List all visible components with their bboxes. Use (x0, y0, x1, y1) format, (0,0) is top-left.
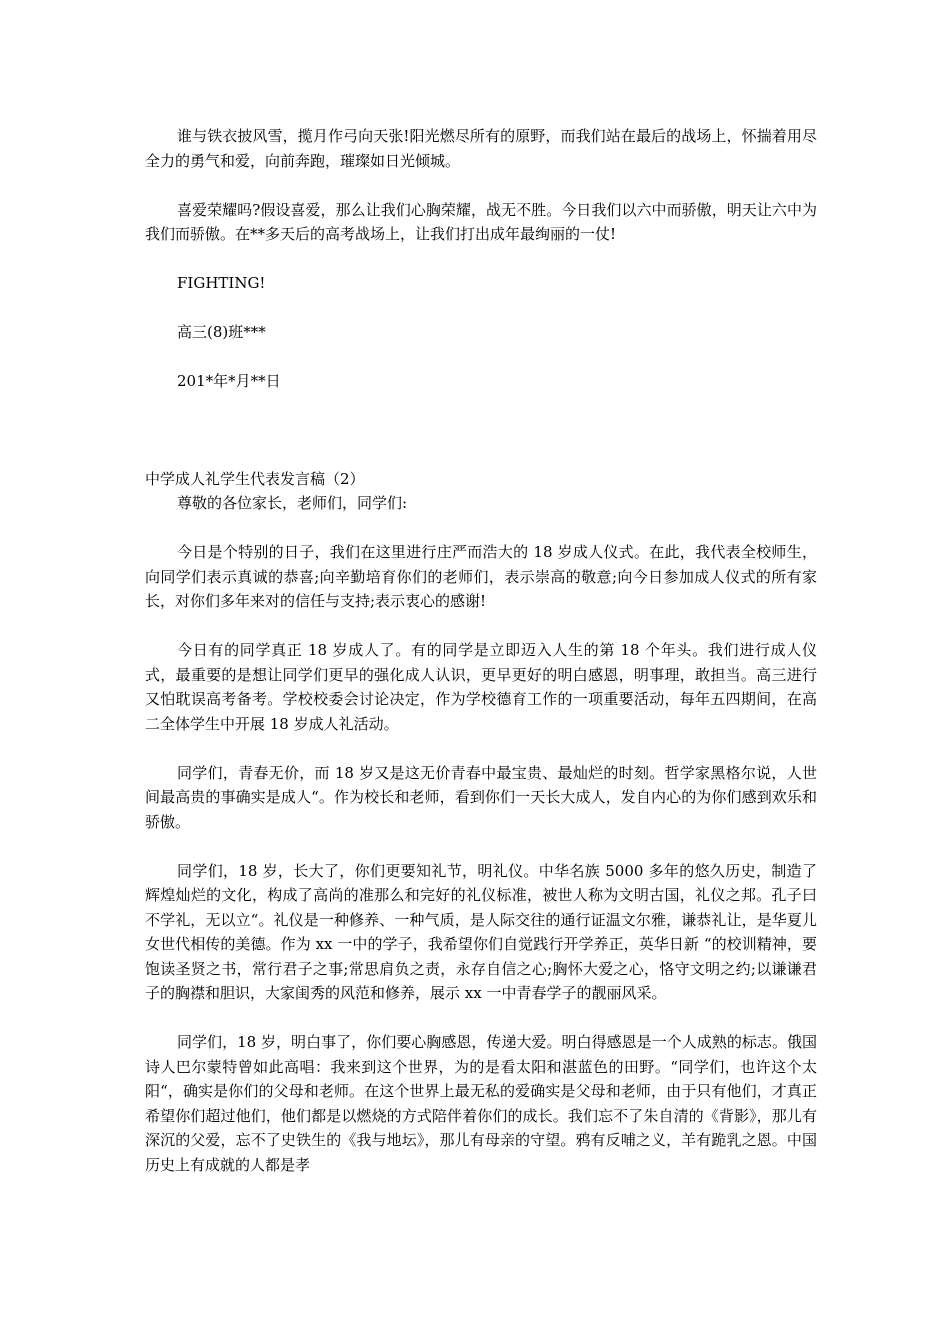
signature-class: 高三(8)班*** (177, 323, 266, 341)
paragraph-fighting: FIGHTING! (177, 274, 266, 292)
paragraph-closing-1: 谁与铁衣披风雪，揽月作弓向天张!阳光燃尽所有的原野，而我们站在最后的战场上，怀揣着用尽全力的勇气和爱，向前奔跑，璀璨如日光倾城。 (145, 127, 817, 170)
signature-date: 201*年*月**日 (177, 372, 281, 390)
document-page (145, 124, 817, 1177)
greeting: 尊敬的各位家长，老师们，同学们: (177, 494, 408, 512)
paragraph-closing-2: 喜爱荣耀吗?假设喜爱，那么让我们心胸荣耀，战无不胜。今日我们以六中而骄傲，明天让六中为我们而骄傲。在**多天后的高考战场上，让我们打出成年最绚丽的一仗! (145, 200, 817, 243)
section-title: 中学成人礼学生代表发言稿（2） (145, 469, 365, 488)
speech-paragraph-5: 同学们，18 岁，明白事了，你们要心胸感恩，传递大爱。明白得感恩是一个人成熟的标志。俄国诗人巴尔蒙特曾如此高唱：我来到这个世界，为的是看太阳和湛蓝色的田野。“同学们，也许这个太阳“，确实是你们的父母和老师。在这个世界上最无私的爱确实是父母和老师，由于只有他们，才真正希望你们超过他们，他们都是以燃烧的方式陪伴着你们的成长。我们忘不了朱自清的《背影》，那儿有深沉的父爱，忘不了史铁生的《我与地坛》，那儿有母亲的守望。鸦有反哺之义，羊有跪乳之恩。中国历史上有成就的人都是孝 (145, 1033, 817, 1174)
speech-paragraph-2: 今日有的同学真正 18 岁成人了。有的同学是立即迈入人生的第 18 个年头。我们进行成人仪式，最重要的是想让同学们更早的强化成人认识，更早更好的明白感恩，明事理，敢担当。高三进行又怕耽误高考备考。学校校委会讨论决定，作为学校德育工作的一项重要活动，每年五四期间，在高二全体学生中开展 18 岁成人礼活动。 (145, 641, 817, 733)
speech-paragraph-4: 同学们，18 岁，长大了，你们更要知礼节，明礼仪。中华名族 5000 多年的悠久历史，制造了辉煌灿烂的文化，构成了高尚的准那么和完好的礼仪标准，被世人称为文明古国，礼仪之邦。孔子曰不学礼，无以立“。礼仪是一种修养、一种气质，是人际交往的通行证温文尔雅，谦恭礼让，是华夏儿女世代相传的美德。作为 xx 一中的学子，我希望你们自觉践行开学养正，英华日新 “的校训精神，要饱读圣贤之书，常行君子之事;常思肩负之责，永存自信之心;胸怀大爱之心，恪守文明之约;以谦谦君子的胸襟和胆识，大家闺秀的风范和修养，展示 xx 一中青春学子的靓丽风采。 (145, 861, 817, 1002)
speech-paragraph-1: 今日是个特别的日子，我们在这里进行庄严而浩大的 18 岁成人仪式。在此，我代表全校师生，向同学们表示真诚的恭喜;向辛勤培育你们的老师们，表示崇高的敬意;向今日参加成人仪式的所有家长，对你们多年来对的信任与支持;表示衷心的感谢! (145, 543, 817, 610)
speech-paragraph-3: 同学们，青春无价，而 18 岁又是这无价青春中最宝贵、最灿烂的时刻。哲学家黑格尔说，人世间最高贵的事确实是成人“。作为校长和老师，看到你们一天长大成人，发自内心的为你们感到欢乐和骄傲。 (145, 763, 817, 831)
